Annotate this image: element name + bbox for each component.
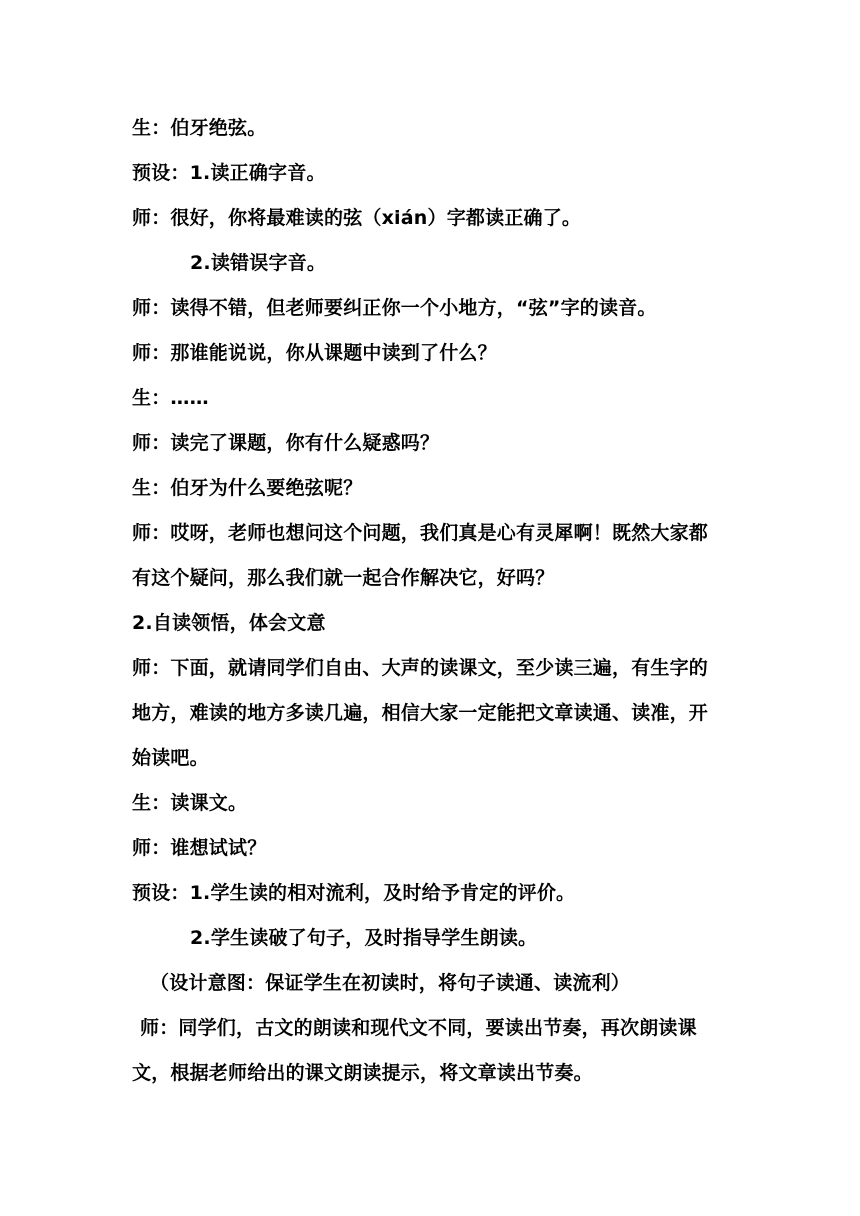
section-heading: 2.自读领悟，体会文意 — [132, 612, 326, 634]
text-line: 生：伯牙绝弦。 — [132, 117, 267, 139]
text-line: 师：谁想试试？ — [132, 837, 267, 859]
text-line: 有这个疑问，那么我们就一起合作解决它，好吗？ — [132, 567, 555, 589]
text-line: 师：读完了课题，你有什么疑惑吗？ — [132, 432, 440, 454]
text-line: 生：读课文。 — [132, 792, 248, 814]
text-line: 地方，难读的地方多读几遍，相信大家一定能把文章读通、读准，开 — [132, 702, 709, 724]
text-line: 生：…… — [132, 387, 209, 409]
text-line: 预设：1.学生读的相对流利，及时给予肯定的评价。 — [132, 882, 576, 904]
text-line: 2.读错误字音。 — [190, 252, 327, 274]
text-line: 师：同学们，古文的朗读和现代文不同，要读出节奏，再次朗读课 — [140, 1017, 697, 1039]
text-line: 师：下面，就请同学们自由、大声的读课文，至少读三遍，有生字的 — [132, 657, 709, 679]
text-line: 师：哎呀，老师也想问这个问题，我们真是心有灵犀啊！既然大家都 — [132, 522, 709, 544]
text-line: 预设：1.读正确字音。 — [132, 162, 326, 184]
text-line: 师：很好，你将最难读的弦（xián）字都读正确了。 — [132, 207, 582, 229]
text-line: 2.学生读破了句子，及时指导学生朗读。 — [190, 927, 538, 949]
text-line: 师：读得不错，但老师要纠正你一个小地方，“弦”字的读音。 — [132, 297, 657, 319]
text-line: 文，根据老师给出的课文朗读提示，将文章读出节奏。 — [132, 1062, 593, 1084]
text-line: 生：伯牙为什么要绝弦呢？ — [132, 477, 363, 499]
text-line: 师：那谁能说说，你从课题中读到了什么？ — [132, 342, 497, 364]
text-line: 始读吧。 — [132, 747, 209, 769]
design-intent-note: （设计意图：保证学生在初读时，将句子读通、读流利） — [150, 972, 631, 994]
